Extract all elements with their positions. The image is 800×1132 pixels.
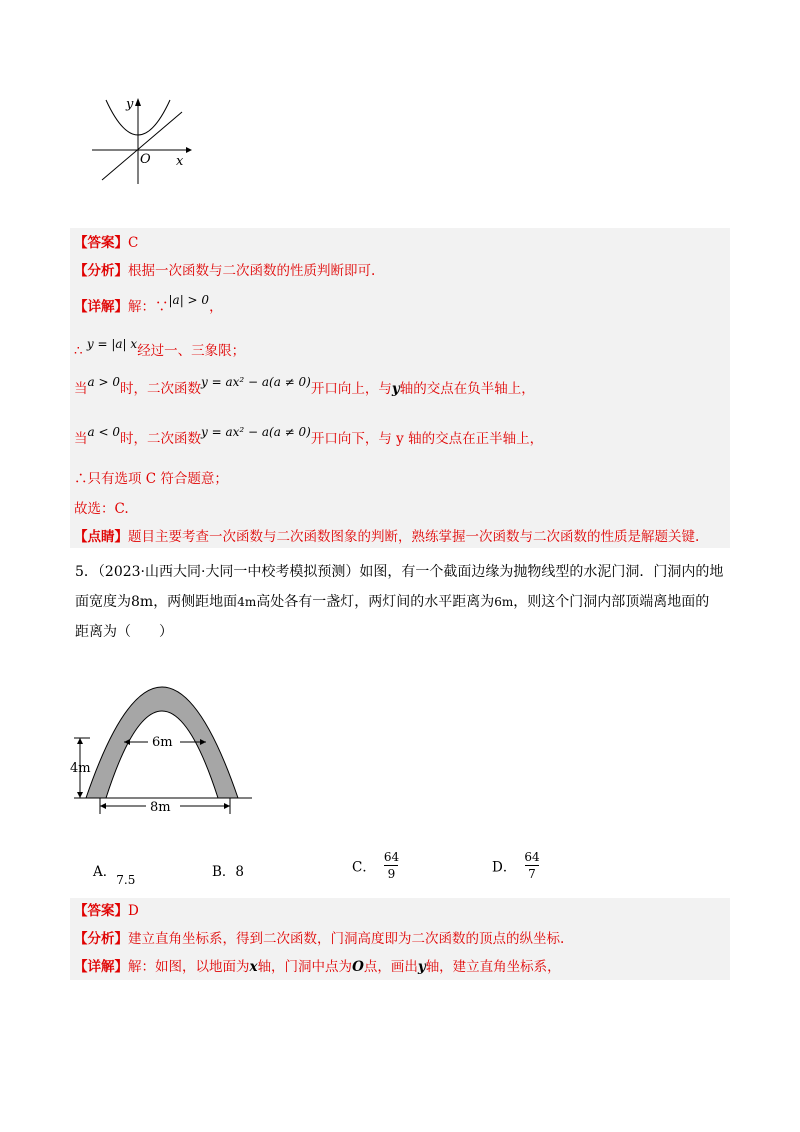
option-c-denominator: 9 — [387, 867, 396, 881]
option-c[interactable] — [352, 850, 399, 881]
comment-line — [74, 528, 699, 546]
line6-c: 开口向下，与 y 轴的交点在正半轴上， — [310, 431, 544, 447]
line5-y: y — [391, 381, 400, 397]
x-axis-label: x — [176, 154, 184, 169]
answer-value: C — [128, 235, 139, 251]
analysis-text: 根据一次函数与二次函数的性质判断即可. — [128, 263, 376, 279]
linear-function: y = |a| x — [86, 337, 138, 351]
inner-width-label: 6m — [152, 735, 173, 750]
answer-tag: 【答案】 — [74, 235, 128, 251]
q5-lamp-distance-value: 6m — [494, 595, 514, 609]
line5-d: 轴的交点在负半轴上， — [399, 381, 535, 397]
question-5-line-1: 5．（2023·山西大同·大同一中校考模拟预测）如图，有一个截面边缘为抛物线型的水泥门洞．门洞内的地 — [75, 564, 724, 580]
option-b-value: 8 — [235, 864, 245, 880]
arch-figure — [66, 646, 266, 816]
q5-line2-d: ，则这个门洞内部顶端离地面的 — [513, 594, 710, 610]
answer-value-2: D — [128, 903, 139, 919]
solution-block-2 — [70, 898, 730, 980]
option-c-letter: C． — [352, 859, 376, 876]
base-width-label: 8m — [150, 800, 171, 815]
answer-line — [74, 234, 138, 252]
detail-suffix: ， — [209, 299, 223, 315]
detail-prefix: 解：∵ — [128, 299, 169, 315]
analysis-line-2 — [74, 930, 564, 948]
therefore-symbol: ∴ — [74, 343, 83, 359]
q5-line2-a: 面宽度为 — [75, 594, 131, 610]
detail-tag: 【详解】 — [74, 299, 128, 315]
detail-math: |a| > 0 — [168, 293, 210, 307]
line6-function: y = ax² − a(a ≠ 0) — [200, 425, 311, 439]
line5-b: 时，二次函数 — [119, 381, 201, 397]
height-label: 4m — [70, 761, 91, 776]
answer-line-2 — [74, 902, 139, 920]
detail2-c: 点，画出 — [363, 959, 418, 975]
detail2-o: O — [352, 959, 364, 975]
option-a-value: 7.5 — [116, 873, 136, 887]
detail2-x: x — [249, 959, 258, 975]
line5-condition: a > 0 — [87, 375, 120, 389]
q5-lamp-height-value: 4m — [237, 595, 257, 609]
function-graph — [88, 92, 198, 192]
detail-tag-2: 【详解】 — [74, 959, 128, 975]
y-axis-label: y — [126, 97, 134, 112]
detail-line — [74, 293, 223, 316]
option-d[interactable] — [492, 850, 540, 881]
q5-line2-b: ，两侧距地面 — [153, 594, 238, 610]
comment-text: 题目主要考查一次函数与二次函数图象的判断，熟练掌握一次函数与二次函数的性质是解题关键. — [128, 529, 700, 545]
detail2-y: y — [417, 959, 426, 975]
line6-b: 时，二次函数 — [119, 431, 201, 447]
comment-tag: 【点睛】 — [74, 529, 128, 545]
detail2-b: 轴，门洞中点为 — [257, 959, 353, 975]
detail2-d: 轴，建立直角坐标系， — [425, 959, 561, 975]
option-b-letter: B． — [212, 864, 236, 880]
solution-line-8: 故选：C. — [74, 501, 129, 517]
option-d-numerator: 64 — [524, 850, 540, 864]
analysis-line — [74, 262, 375, 280]
option-d-fraction — [524, 850, 539, 881]
option-a[interactable] — [93, 860, 136, 887]
option-a-letter: A． — [93, 864, 117, 880]
q5-width-value: 8m — [131, 594, 154, 610]
origin-label: O — [140, 152, 151, 167]
option-d-letter: D． — [492, 859, 517, 876]
line5-function: y = ax² − a(a ≠ 0) — [200, 375, 311, 389]
solution-line-5 — [74, 375, 535, 398]
line5-a: 当 — [74, 381, 88, 397]
solution-line-4 — [74, 337, 246, 360]
q5-line2-c: 高处各有一盏灯，两灯间的水平距离为 — [256, 594, 495, 610]
analysis-tag-2: 【分析】 — [74, 931, 128, 947]
solution-line-6 — [74, 425, 544, 448]
option-d-denominator: 7 — [528, 867, 536, 881]
solution-block-1 — [70, 228, 730, 548]
line6-condition: a < 0 — [87, 425, 120, 439]
analysis-text-2: 建立直角坐标系，得到二次函数，门洞高度即为二次函数的顶点的纵坐标. — [128, 931, 565, 947]
solution-line-7: ∴只有选项 C 符合题意； — [74, 471, 228, 487]
question-5-line-3: 距离为（ ） — [75, 624, 173, 640]
line6-a: 当 — [74, 431, 88, 447]
answer-tag-2: 【答案】 — [74, 903, 128, 919]
line5-c: 开口向上，与 — [310, 381, 392, 397]
line4-text: 经过一、三象限； — [137, 343, 246, 359]
option-c-numerator: 64 — [383, 850, 400, 864]
question-5-line-2 — [75, 592, 709, 612]
detail2-a: 解：如图，以地面为 — [128, 959, 250, 975]
option-c-fraction — [384, 850, 399, 881]
detail-line-2 — [74, 958, 561, 976]
analysis-tag: 【分析】 — [74, 263, 128, 279]
option-b[interactable] — [212, 860, 244, 880]
